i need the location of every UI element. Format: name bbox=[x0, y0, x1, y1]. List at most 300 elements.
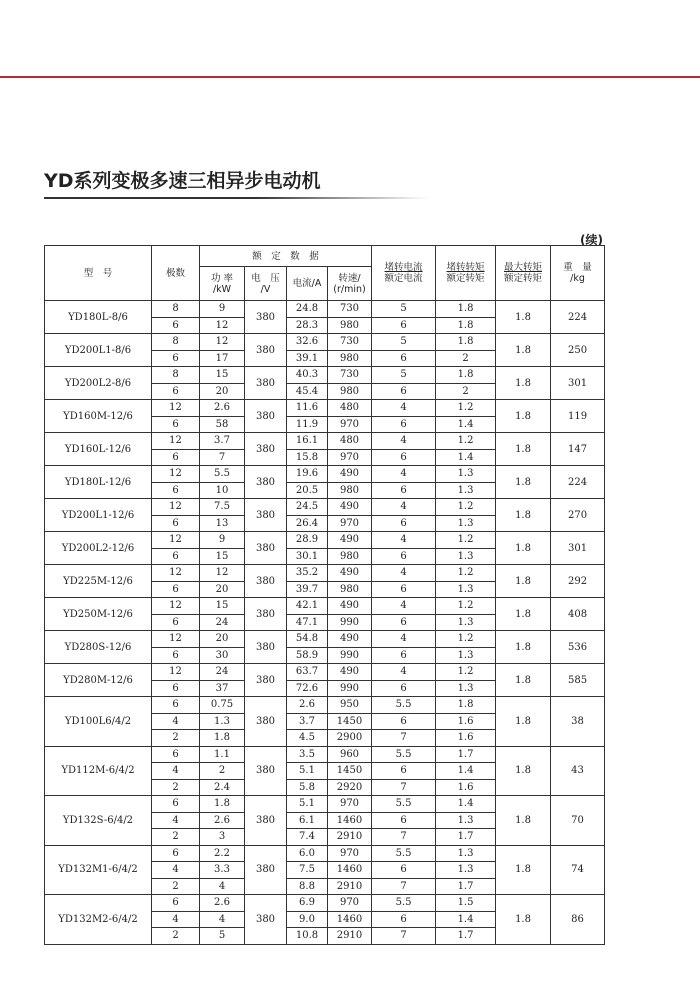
model-cell: YD132S-6/4/2 bbox=[45, 796, 152, 846]
locked-current-cell: 6 bbox=[372, 449, 436, 466]
voltage-cell: 380 bbox=[245, 895, 287, 945]
weight-cell: 301 bbox=[551, 367, 605, 400]
locked-torque-cell: 1.3 bbox=[436, 680, 496, 697]
weight-cell: 74 bbox=[551, 845, 605, 895]
power-cell: 7 bbox=[200, 449, 245, 466]
locked-current-cell: 4 bbox=[372, 499, 436, 516]
speed-cell: 970 bbox=[328, 515, 372, 532]
current-cell: 58.9 bbox=[287, 647, 328, 664]
power-cell: 3.7 bbox=[200, 433, 245, 450]
speed-cell: 990 bbox=[328, 647, 372, 664]
power-cell: 2.4 bbox=[200, 779, 245, 796]
header-weight bbox=[551, 246, 605, 301]
max-torque-cell: 1.8 bbox=[496, 845, 551, 895]
weight-cell: 38 bbox=[551, 697, 605, 747]
locked-torque-cell: 1.4 bbox=[436, 449, 496, 466]
current-cell: 7.5 bbox=[287, 862, 328, 879]
locked-torque-cell: 1.3 bbox=[436, 482, 496, 499]
current-cell: 28.3 bbox=[287, 317, 328, 334]
power-cell: 24 bbox=[200, 614, 245, 631]
poles-cell: 12 bbox=[152, 532, 200, 549]
table-row bbox=[45, 631, 605, 648]
locked-torque-cell: 1.4 bbox=[436, 911, 496, 928]
voltage-cell: 380 bbox=[245, 796, 287, 846]
current-cell: 47.1 bbox=[287, 614, 328, 631]
locked-torque-cell: 1.2 bbox=[436, 631, 496, 648]
poles-cell: 12 bbox=[152, 400, 200, 417]
current-cell: 6.0 bbox=[287, 845, 328, 862]
locked-torque-cell: 1.4 bbox=[436, 416, 496, 433]
poles-cell: 4 bbox=[152, 763, 200, 780]
model-cell: YD180L-12/6 bbox=[45, 466, 152, 499]
power-cell: 17 bbox=[200, 350, 245, 367]
current-cell: 15.8 bbox=[287, 449, 328, 466]
locked-current-cell: 6 bbox=[372, 862, 436, 879]
model-cell: YD112M-6/4/2 bbox=[45, 746, 152, 796]
power-cell: 12 bbox=[200, 334, 245, 351]
max-torque-cell: 1.8 bbox=[496, 466, 551, 499]
poles-cell: 8 bbox=[152, 301, 200, 318]
poles-cell: 6 bbox=[152, 449, 200, 466]
header-locked-torque bbox=[436, 246, 496, 301]
speed-cell: 980 bbox=[328, 548, 372, 565]
poles-cell: 2 bbox=[152, 779, 200, 796]
current-cell: 5.8 bbox=[287, 779, 328, 796]
current-cell: 8.8 bbox=[287, 878, 328, 895]
max-torque-cell: 1.8 bbox=[496, 796, 551, 846]
power-cell: 4 bbox=[200, 911, 245, 928]
locked-torque-cell: 1.7 bbox=[436, 746, 496, 763]
weight-cell: 536 bbox=[551, 631, 605, 664]
max-torque-cell: 1.8 bbox=[496, 301, 551, 334]
power-cell: 2.6 bbox=[200, 895, 245, 912]
speed-cell: 730 bbox=[328, 367, 372, 384]
voltage-cell: 380 bbox=[245, 664, 287, 697]
locked-current-cell: 7 bbox=[372, 829, 436, 846]
motor-spec-table bbox=[44, 245, 605, 945]
poles-cell: 6 bbox=[152, 383, 200, 400]
weight-cell: 70 bbox=[551, 796, 605, 846]
power-cell: 2.6 bbox=[200, 400, 245, 417]
power-bottom: /kW bbox=[212, 283, 232, 295]
current-cell: 39.7 bbox=[287, 581, 328, 598]
page-title: YD系列变极多速三相异步电动机 bbox=[44, 170, 321, 192]
locked-current-cell: 6 bbox=[372, 614, 436, 631]
max-torque-cell: 1.8 bbox=[496, 598, 551, 631]
locked-torque-cell: 1.6 bbox=[436, 779, 496, 796]
speed-cell: 490 bbox=[328, 565, 372, 582]
speed-cell: 2920 bbox=[328, 779, 372, 796]
current-cell: 5.1 bbox=[287, 796, 328, 813]
table-row bbox=[45, 433, 605, 450]
poles-cell: 4 bbox=[152, 862, 200, 879]
locked-current-cell: 6 bbox=[372, 383, 436, 400]
max-torque-cell: 1.8 bbox=[496, 334, 551, 367]
current-cell: 7.4 bbox=[287, 829, 328, 846]
top-red-rule bbox=[0, 76, 700, 78]
locked-current-cell: 7 bbox=[372, 878, 436, 895]
locked-current-cell: 4 bbox=[372, 400, 436, 417]
speed-cell: 1460 bbox=[328, 911, 372, 928]
current-cell: 4.5 bbox=[287, 730, 328, 747]
poles-cell: 6 bbox=[152, 581, 200, 598]
locked-torque-cell: 1.2 bbox=[436, 400, 496, 417]
max-torque-cell: 1.8 bbox=[496, 499, 551, 532]
locked-torque-cell: 1.6 bbox=[436, 730, 496, 747]
header-current: 电流/A bbox=[287, 267, 328, 301]
voltage-cell: 380 bbox=[245, 433, 287, 466]
locked-current-bottom: 额定电流 bbox=[384, 273, 423, 284]
power-cell: 20 bbox=[200, 383, 245, 400]
weight-cell: 250 bbox=[551, 334, 605, 367]
locked-torque-cell: 1.4 bbox=[436, 763, 496, 780]
speed-cell: 970 bbox=[328, 796, 372, 813]
current-cell: 54.8 bbox=[287, 631, 328, 648]
locked-torque-cell: 1.2 bbox=[436, 499, 496, 516]
speed-cell: 960 bbox=[328, 746, 372, 763]
current-cell: 16.1 bbox=[287, 433, 328, 450]
model-cell: YD225M-12/6 bbox=[45, 565, 152, 598]
power-cell: 2.6 bbox=[200, 812, 245, 829]
weight-cell: 270 bbox=[551, 499, 605, 532]
locked-current-cell: 6 bbox=[372, 647, 436, 664]
power-cell: 24 bbox=[200, 664, 245, 681]
voltage-cell: 380 bbox=[245, 301, 287, 334]
locked-torque-top: 堵转转矩 bbox=[446, 262, 485, 273]
speed-cell: 980 bbox=[328, 581, 372, 598]
poles-cell: 2 bbox=[152, 829, 200, 846]
power-cell: 20 bbox=[200, 631, 245, 648]
poles-cell: 4 bbox=[152, 812, 200, 829]
table-row bbox=[45, 466, 605, 483]
poles-cell: 6 bbox=[152, 746, 200, 763]
table-row bbox=[45, 532, 605, 549]
table-row bbox=[45, 565, 605, 582]
power-cell: 5 bbox=[200, 928, 245, 945]
voltage-cell: 380 bbox=[245, 697, 287, 747]
model-cell: YD200L1-12/6 bbox=[45, 499, 152, 532]
model-cell: YD200L1-8/6 bbox=[45, 334, 152, 367]
speed-cell: 1450 bbox=[328, 763, 372, 780]
table-row bbox=[45, 746, 605, 763]
power-cell: 15 bbox=[200, 367, 245, 384]
current-cell: 6.1 bbox=[287, 812, 328, 829]
current-cell: 11.6 bbox=[287, 400, 328, 417]
weight-top: 重 量 bbox=[563, 262, 592, 273]
voltage-bottom: /V bbox=[260, 283, 271, 295]
current-cell: 28.9 bbox=[287, 532, 328, 549]
continued-label: (续) bbox=[580, 233, 603, 247]
power-cell: 3 bbox=[200, 829, 245, 846]
locked-torque-cell: 2 bbox=[436, 383, 496, 400]
model-cell: YD132M1-6/4/2 bbox=[45, 845, 152, 895]
locked-torque-cell: 1.2 bbox=[436, 598, 496, 615]
power-cell: 1.8 bbox=[200, 796, 245, 813]
locked-current-cell: 5.5 bbox=[372, 697, 436, 714]
speed-cell: 990 bbox=[328, 614, 372, 631]
poles-cell: 12 bbox=[152, 565, 200, 582]
poles-cell: 6 bbox=[152, 614, 200, 631]
locked-current-cell: 4 bbox=[372, 664, 436, 681]
locked-torque-cell: 1.3 bbox=[436, 647, 496, 664]
locked-torque-cell: 1.4 bbox=[436, 796, 496, 813]
poles-cell: 12 bbox=[152, 466, 200, 483]
speed-cell: 2910 bbox=[328, 878, 372, 895]
current-cell: 2.6 bbox=[287, 697, 328, 714]
voltage-cell: 380 bbox=[245, 532, 287, 565]
current-cell: 3.7 bbox=[287, 713, 328, 730]
power-cell: 10 bbox=[200, 482, 245, 499]
power-cell: 2 bbox=[200, 763, 245, 780]
max-torque-cell: 1.8 bbox=[496, 746, 551, 796]
weight-cell: 224 bbox=[551, 301, 605, 334]
locked-current-cell: 7 bbox=[372, 779, 436, 796]
table-row bbox=[45, 334, 605, 351]
model-cell: YD250M-12/6 bbox=[45, 598, 152, 631]
speed-cell: 950 bbox=[328, 697, 372, 714]
current-cell: 9.0 bbox=[287, 911, 328, 928]
locked-current-cell: 5.5 bbox=[372, 845, 436, 862]
current-cell: 35.2 bbox=[287, 565, 328, 582]
power-cell: 9 bbox=[200, 301, 245, 318]
current-cell: 45.4 bbox=[287, 383, 328, 400]
max-torque-cell: 1.8 bbox=[496, 664, 551, 697]
locked-torque-cell: 1.2 bbox=[436, 565, 496, 582]
voltage-cell: 380 bbox=[245, 334, 287, 367]
current-cell: 32.6 bbox=[287, 334, 328, 351]
header-power bbox=[200, 267, 245, 301]
locked-current-cell: 4 bbox=[372, 532, 436, 549]
model-cell: YD160L-12/6 bbox=[45, 433, 152, 466]
locked-current-cell: 5 bbox=[372, 367, 436, 384]
power-cell: 15 bbox=[200, 548, 245, 565]
current-cell: 5.1 bbox=[287, 763, 328, 780]
power-cell: 12 bbox=[200, 565, 245, 582]
poles-cell: 6 bbox=[152, 680, 200, 697]
current-cell: 24.5 bbox=[287, 499, 328, 516]
speed-cell: 980 bbox=[328, 317, 372, 334]
power-cell: 12 bbox=[200, 317, 245, 334]
locked-torque-cell: 1.3 bbox=[436, 812, 496, 829]
speed-cell: 1460 bbox=[328, 862, 372, 879]
header-speed bbox=[328, 267, 372, 301]
locked-torque-cell: 1.2 bbox=[436, 532, 496, 549]
model-cell: YD180L-8/6 bbox=[45, 301, 152, 334]
power-cell: 58 bbox=[200, 416, 245, 433]
current-cell: 19.6 bbox=[287, 466, 328, 483]
locked-current-cell: 6 bbox=[372, 350, 436, 367]
poles-cell: 12 bbox=[152, 631, 200, 648]
poles-cell: 6 bbox=[152, 647, 200, 664]
header-locked-current bbox=[372, 246, 436, 301]
power-cell: 37 bbox=[200, 680, 245, 697]
model-cell: YD200L2-12/6 bbox=[45, 532, 152, 565]
weight-cell: 408 bbox=[551, 598, 605, 631]
poles-cell: 6 bbox=[152, 796, 200, 813]
poles-cell: 6 bbox=[152, 350, 200, 367]
locked-torque-cell: 1.3 bbox=[436, 466, 496, 483]
poles-cell: 2 bbox=[152, 928, 200, 945]
max-torque-cell: 1.8 bbox=[496, 433, 551, 466]
locked-current-top: 堵转电流 bbox=[384, 262, 423, 273]
current-cell: 42.1 bbox=[287, 598, 328, 615]
power-cell: 1.8 bbox=[200, 730, 245, 747]
locked-current-cell: 5 bbox=[372, 334, 436, 351]
speed-cell: 2910 bbox=[328, 829, 372, 846]
locked-current-cell: 4 bbox=[372, 631, 436, 648]
speed-cell: 980 bbox=[328, 350, 372, 367]
weight-cell: 43 bbox=[551, 746, 605, 796]
speed-top: 转速/ bbox=[338, 272, 361, 284]
max-torque-cell: 1.8 bbox=[496, 367, 551, 400]
power-cell: 1.1 bbox=[200, 746, 245, 763]
table-row bbox=[45, 796, 605, 813]
speed-cell: 490 bbox=[328, 631, 372, 648]
locked-current-cell: 6 bbox=[372, 515, 436, 532]
locked-current-cell: 6 bbox=[372, 317, 436, 334]
header-voltage bbox=[245, 267, 287, 301]
speed-cell: 1460 bbox=[328, 812, 372, 829]
locked-current-cell: 6 bbox=[372, 812, 436, 829]
locked-current-cell: 6 bbox=[372, 416, 436, 433]
current-cell: 10.8 bbox=[287, 928, 328, 945]
weight-cell: 585 bbox=[551, 664, 605, 697]
poles-cell: 8 bbox=[152, 367, 200, 384]
power-cell: 9 bbox=[200, 532, 245, 549]
model-cell: YD132M2-6/4/2 bbox=[45, 895, 152, 945]
current-cell: 30.1 bbox=[287, 548, 328, 565]
max-torque-bottom: 额定转矩 bbox=[504, 273, 543, 284]
weight-cell: 301 bbox=[551, 532, 605, 565]
power-cell: 2.2 bbox=[200, 845, 245, 862]
poles-cell: 12 bbox=[152, 433, 200, 450]
speed-cell: 490 bbox=[328, 664, 372, 681]
locked-current-cell: 6 bbox=[372, 713, 436, 730]
speed-cell: 480 bbox=[328, 433, 372, 450]
voltage-cell: 380 bbox=[245, 565, 287, 598]
locked-torque-cell: 2 bbox=[436, 350, 496, 367]
power-cell: 15 bbox=[200, 598, 245, 615]
header-poles: 极数 bbox=[152, 246, 200, 301]
locked-current-cell: 5.5 bbox=[372, 895, 436, 912]
current-cell: 6.9 bbox=[287, 895, 328, 912]
power-cell: 4 bbox=[200, 878, 245, 895]
speed-cell: 730 bbox=[328, 334, 372, 351]
voltage-cell: 380 bbox=[245, 400, 287, 433]
model-cell: YD100L6/4/2 bbox=[45, 697, 152, 747]
speed-cell: 480 bbox=[328, 400, 372, 417]
table-row bbox=[45, 598, 605, 615]
locked-torque-cell: 1.8 bbox=[436, 317, 496, 334]
locked-torque-cell: 1.5 bbox=[436, 895, 496, 912]
model-cell: YD280S-12/6 bbox=[45, 631, 152, 664]
voltage-cell: 380 bbox=[245, 746, 287, 796]
locked-current-cell: 7 bbox=[372, 928, 436, 945]
locked-torque-bottom: 额定转矩 bbox=[446, 273, 485, 284]
table-row bbox=[45, 697, 605, 714]
speed-cell: 980 bbox=[328, 383, 372, 400]
speed-cell: 970 bbox=[328, 416, 372, 433]
weight-cell: 292 bbox=[551, 565, 605, 598]
poles-cell: 8 bbox=[152, 334, 200, 351]
poles-cell: 12 bbox=[152, 499, 200, 516]
table-row bbox=[45, 664, 605, 681]
locked-torque-cell: 1.8 bbox=[436, 334, 496, 351]
current-cell: 63.7 bbox=[287, 664, 328, 681]
poles-cell: 6 bbox=[152, 845, 200, 862]
poles-cell: 4 bbox=[152, 911, 200, 928]
locked-current-cell: 7 bbox=[372, 730, 436, 747]
locked-torque-cell: 1.3 bbox=[436, 515, 496, 532]
power-cell: 30 bbox=[200, 647, 245, 664]
weight-bottom: /kg bbox=[570, 273, 585, 284]
max-torque-cell: 1.8 bbox=[496, 895, 551, 945]
max-torque-cell: 1.8 bbox=[496, 631, 551, 664]
speed-cell: 1450 bbox=[328, 713, 372, 730]
weight-cell: 86 bbox=[551, 895, 605, 945]
current-cell: 11.9 bbox=[287, 416, 328, 433]
power-top: 功 率 bbox=[210, 272, 234, 284]
power-cell: 20 bbox=[200, 581, 245, 598]
locked-torque-cell: 1.8 bbox=[436, 367, 496, 384]
poles-cell: 6 bbox=[152, 416, 200, 433]
title-underline bbox=[44, 197, 429, 199]
max-torque-top: 最大转矩 bbox=[504, 262, 543, 273]
locked-current-cell: 4 bbox=[372, 466, 436, 483]
poles-cell: 2 bbox=[152, 730, 200, 747]
locked-torque-cell: 1.6 bbox=[436, 713, 496, 730]
poles-cell: 12 bbox=[152, 598, 200, 615]
locked-torque-cell: 1.2 bbox=[436, 664, 496, 681]
current-cell: 3.5 bbox=[287, 746, 328, 763]
poles-cell: 4 bbox=[152, 713, 200, 730]
current-cell: 26.4 bbox=[287, 515, 328, 532]
speed-cell: 980 bbox=[328, 482, 372, 499]
poles-cell: 6 bbox=[152, 515, 200, 532]
power-cell: 5.5 bbox=[200, 466, 245, 483]
max-torque-cell: 1.8 bbox=[496, 697, 551, 747]
poles-cell: 2 bbox=[152, 878, 200, 895]
speed-cell: 730 bbox=[328, 301, 372, 318]
voltage-cell: 380 bbox=[245, 598, 287, 631]
voltage-cell: 380 bbox=[245, 466, 287, 499]
locked-current-cell: 5.5 bbox=[372, 746, 436, 763]
speed-cell: 490 bbox=[328, 499, 372, 516]
weight-cell: 224 bbox=[551, 466, 605, 499]
speed-cell: 490 bbox=[328, 466, 372, 483]
locked-torque-cell: 1.3 bbox=[436, 845, 496, 862]
locked-current-cell: 4 bbox=[372, 565, 436, 582]
locked-torque-cell: 1.7 bbox=[436, 878, 496, 895]
table-header bbox=[45, 246, 605, 301]
table-row bbox=[45, 895, 605, 912]
locked-current-cell: 6 bbox=[372, 548, 436, 565]
locked-torque-cell: 1.2 bbox=[436, 433, 496, 450]
locked-current-cell: 4 bbox=[372, 433, 436, 450]
poles-cell: 6 bbox=[152, 895, 200, 912]
speed-cell: 490 bbox=[328, 598, 372, 615]
locked-current-cell: 5.5 bbox=[372, 796, 436, 813]
current-cell: 40.3 bbox=[287, 367, 328, 384]
table-row bbox=[45, 367, 605, 384]
max-torque-cell: 1.8 bbox=[496, 532, 551, 565]
voltage-cell: 380 bbox=[245, 631, 287, 664]
current-cell: 24.8 bbox=[287, 301, 328, 318]
locked-torque-cell: 1.3 bbox=[436, 581, 496, 598]
power-cell: 13 bbox=[200, 515, 245, 532]
table-row bbox=[45, 845, 605, 862]
poles-cell: 6 bbox=[152, 697, 200, 714]
